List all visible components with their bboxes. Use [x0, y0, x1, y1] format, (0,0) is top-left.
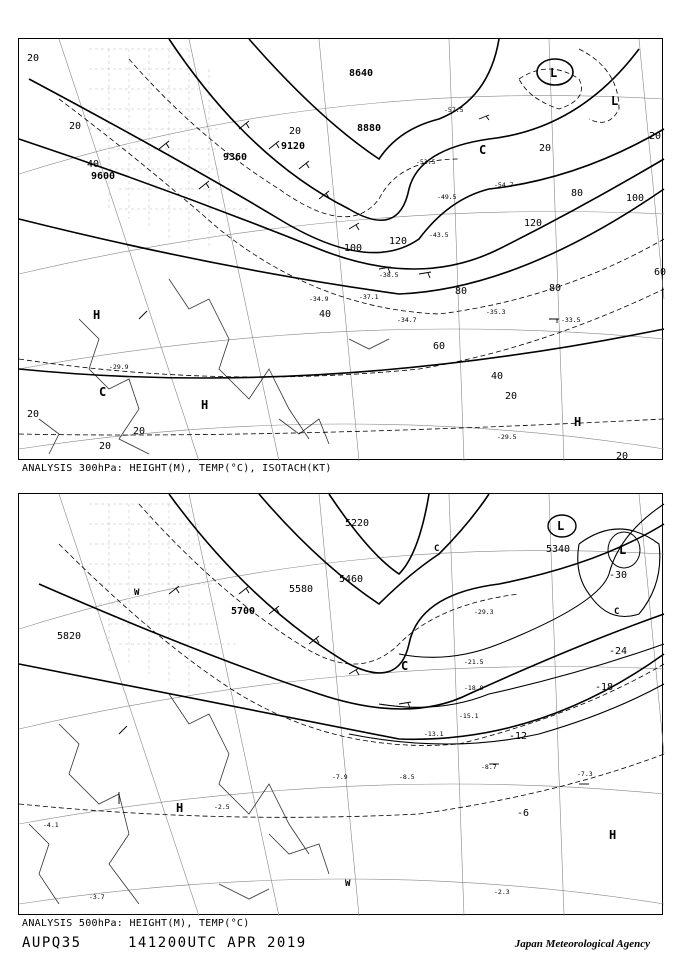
height-label: 9120	[281, 141, 306, 152]
high-center: H	[574, 415, 582, 429]
graticule	[19, 494, 664, 916]
station-temp: -3.7	[89, 893, 105, 901]
caption-500hpa: ANALYSIS 500hPa: HEIGHT(M), TEMP(°C)	[22, 918, 250, 929]
isotach-label: 60	[654, 267, 667, 278]
cold-hatch	[89, 504, 239, 694]
coastline	[39, 279, 389, 454]
isotherm-solid	[349, 504, 664, 744]
isotach-label: 40	[491, 371, 504, 382]
station-temp: -2.5	[214, 803, 230, 811]
low-center: L	[550, 66, 558, 80]
station-temp: -4.1	[43, 821, 59, 829]
isotach-label: 40	[87, 159, 100, 170]
station-temp: -15.1	[459, 712, 479, 720]
station-temp: -21.5	[464, 658, 484, 666]
station-temp: -43.5	[429, 231, 449, 239]
valid-time: 141200UTC APR 2019	[128, 935, 307, 951]
station-temp: -29.9	[109, 363, 129, 371]
height-label: 8880	[357, 123, 382, 134]
isotherm-label: -30	[609, 570, 628, 581]
agency-credit: Japan Meteorological Agency	[514, 938, 650, 950]
high-center: H	[93, 308, 101, 322]
isotach-label: 20	[99, 441, 112, 452]
isotach-label: 20	[505, 391, 518, 402]
low-center: L	[557, 519, 565, 533]
station-temp: -2.3	[494, 888, 510, 896]
station-temp: -7.3	[577, 770, 593, 778]
isotach-label: 20	[649, 131, 662, 142]
isotach-label: 120	[389, 236, 408, 247]
isotach-label: 20	[616, 451, 629, 462]
isotach-label: 80	[571, 188, 584, 199]
height-label: 5820	[57, 631, 82, 642]
isotach-label: 100	[344, 243, 363, 254]
station-temp: -38.5	[379, 271, 399, 279]
cold-center: C	[479, 143, 487, 157]
isotach-label: 20	[289, 126, 302, 137]
low-center: L	[611, 94, 619, 108]
isotach-label: 60	[433, 341, 446, 352]
warm-center: W	[345, 879, 351, 889]
height-label: 5340	[546, 544, 571, 555]
height-contours	[19, 39, 667, 378]
isotach-label: 20	[133, 426, 146, 437]
station-temp: -7.9	[332, 773, 348, 781]
graticule	[19, 39, 667, 461]
isotach-label: 120	[524, 218, 543, 229]
height-label: 9600	[91, 171, 116, 182]
warm-center: W	[134, 588, 140, 598]
height-label: 5700	[231, 606, 256, 617]
map-500hpa-canvas	[19, 494, 664, 916]
coastline	[29, 694, 329, 904]
station-temp: -49.5	[437, 193, 457, 201]
isotherm-label: -24	[609, 646, 628, 657]
station-temp: -8.5	[399, 773, 415, 781]
map-300hpa	[18, 38, 667, 462]
high-center: H	[609, 828, 617, 842]
station-temp: -54.7	[494, 181, 514, 189]
station-temp: -37.1	[359, 293, 379, 301]
product-id: AUPQ35	[22, 935, 82, 951]
height-label: 8640	[349, 68, 374, 79]
isotherm-label: -12	[509, 731, 528, 742]
low-center: L	[619, 543, 627, 557]
station-temp: -34.9	[309, 295, 329, 303]
cold-center: C	[99, 385, 107, 399]
isotherm-label: -18	[595, 682, 614, 693]
high-center: H	[176, 801, 184, 815]
isotach-label: 80	[549, 283, 562, 294]
station-temp: -35.3	[486, 308, 506, 316]
isotherm-label: -6	[517, 808, 530, 819]
station-temp: -53.5	[416, 158, 436, 166]
station-temp: -18.9	[464, 684, 484, 692]
map-500hpa	[18, 493, 663, 915]
isotach-label: 40	[319, 309, 332, 320]
wind-barbs	[119, 586, 589, 804]
height-label: 5580	[289, 584, 314, 595]
map-300hpa-canvas	[19, 39, 667, 462]
station-temp: -57.5	[444, 106, 464, 114]
cold-center: C	[401, 659, 409, 673]
isotach-label: 80	[455, 286, 468, 297]
height-label: 5220	[345, 518, 370, 529]
isotach-label: 20	[539, 143, 552, 154]
isotach-label: 100	[626, 193, 645, 204]
isotach-label: 20	[27, 53, 40, 64]
wind-barbs	[139, 115, 562, 323]
station-temp: -29.5	[497, 433, 517, 441]
height-contours	[19, 494, 664, 739]
station-temp: -29.3	[474, 608, 494, 616]
high-center: H	[201, 398, 209, 412]
station-temp: -34.7	[397, 316, 417, 324]
station-temp: -33.5	[561, 316, 581, 324]
station-temp: -8.7	[481, 763, 497, 771]
height-label: 9360	[223, 152, 248, 163]
isotach-label: 20	[27, 409, 40, 420]
cold-center: C	[434, 544, 440, 554]
isotach-label: 20	[69, 121, 82, 132]
caption-300hpa: ANALYSIS 300hPa: HEIGHT(M), TEMP(°C), ISOTACH(KT)	[22, 463, 332, 474]
jet-hatch	[89, 49, 249, 249]
cold-center: C	[614, 607, 620, 617]
height-label: 5460	[339, 574, 364, 585]
station-temp: -13.1	[424, 730, 444, 738]
